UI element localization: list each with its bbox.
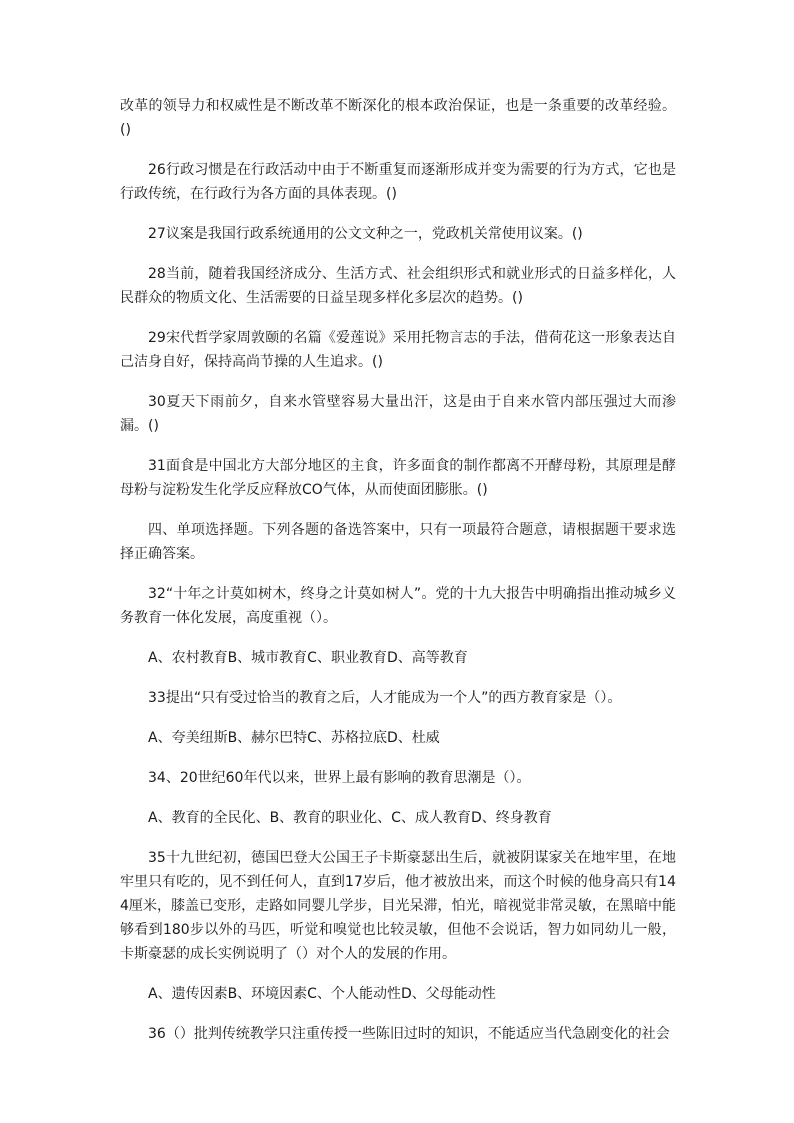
question-32: 32“十年之计莫如树木，终身之计莫如树人”。党的十九大报告中明确指出推动城乡义务教育一体化发展，高度重视（）。 (120, 586, 676, 626)
question-29: 29宋代哲学家周敦颐的名篇《爱莲说》采用托物言志的手法，借荷花这一形象表达自己洁身自好，保持高尚节操的人生追求。() (120, 330, 676, 370)
question-33-options: A、夸美纽斯B、赫尔巴特C、苏格拉底D、杜威 (148, 730, 440, 746)
question-36: 36（）批判传统教学只注重传授一些陈旧过时的知识，不能适应当代急剧变化的社会 (148, 1026, 670, 1042)
question-31: 31面食是中国北方大部分地区的主食，许多面食的制作都离不开酵母粉，其原理是酵母粉与淀粉发生化学反应释放CO气体，从而使面团膨胀。() (120, 458, 676, 498)
question-32-options: A、农村教育B、城市教育C、职业教育D、高等教育 (148, 650, 468, 666)
question-35-options: A、遗传因素B、环境因素C、个人能动性D、父母能动性 (148, 986, 496, 1002)
question-35: 35十九世纪初，德国巴登大公国王子卡斯豪瑟出生后，就被阴谋家关在地牢里，在地牢里只有吃的，见不到任何人，直到17岁后，他才被放出来，而这个时候的他身高只有144厘米，膝盖已变形，走路如同婴儿学步，目光呆滞，怕光，暗视觉非常灵敏，在黑暗中能够看到180步以外的马匹，听觉和嗅觉也比较灵敏，但他不会说话，智力如同幼儿一般，卡斯豪瑟的成长实例说明了（）对个人的发展的作用。 (120, 850, 676, 962)
question-26: 26行政习惯是在行政活动中由于不断重复而逐渐形成并变为需要的行为方式，它也是行政传统，在行政行为各方面的具体表现。() (120, 162, 676, 202)
document-page (120, 94, 676, 1062)
question-34: 34、20世纪60年代以来，世界上最有影响的教育思潮是（）。 (148, 770, 531, 786)
question-34-options: A、教育的全民化、B、教育的职业化、C、成人教育D、终身教育 (148, 810, 552, 826)
paragraph-intro: 改革的领导力和权威性是不断改革不断深化的根本政治保证，也是一条重要的改革经验。() (120, 98, 676, 138)
section-heading-single-choice: 四、单项选择题。下列各题的备选答案中，只有一项最符合题意，请根据题干要求选择正确答案。 (120, 522, 676, 562)
question-33: 33提出“只有受过恰当的教育之后，人才能成为一个人”的西方教育家是（）。 (148, 690, 622, 706)
question-27: 27议案是我国行政系统通用的公文文种之一，党政机关常使用议案。() (148, 226, 583, 242)
question-30: 30夏天下雨前夕，自来水管壁容易大量出汗，这是由于自来水管内部压强过大而渗漏。() (120, 394, 676, 434)
question-28: 28当前，随着我国经济成分、生活方式、社会组织形式和就业形式的日益多样化，人民群众的物质文化、生活需要的日益呈现多样化多层次的趋势。() (120, 266, 676, 306)
